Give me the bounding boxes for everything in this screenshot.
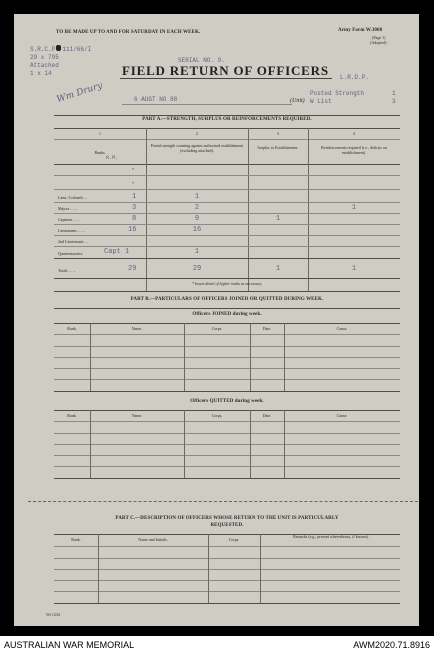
rank-label: Lieutenants ... ... — [58, 228, 85, 233]
quitted-col-cause: Cause. — [336, 413, 348, 418]
quitted-row-rule — [54, 433, 400, 434]
row-rule — [54, 224, 400, 225]
army-form-number: Army Form W.3008 — [338, 28, 383, 33]
totals-posted: 29 — [192, 265, 202, 273]
col-number-3: 3 — [277, 131, 279, 136]
rm-value: 3 — [132, 204, 137, 212]
part-c-row-rule — [54, 569, 400, 570]
part-a-heading: PART A.—STRENGTH, SURPLUS OR REINFORCEMENTS REQUIRED. — [142, 117, 312, 122]
w-list-label: W List — [310, 98, 332, 105]
joined-col-cause: Cause. — [336, 326, 348, 331]
header-rule — [54, 164, 400, 165]
joined-row-rule — [54, 346, 400, 347]
rm-value: Capt 1 — [104, 248, 130, 256]
header-ranks: Ranks. — [94, 150, 106, 155]
quitted-row-rule — [54, 466, 400, 467]
top-instruction: TO BE MADE UP TO AND FOR SATURDAY IN EACH WEEK. — [56, 30, 201, 35]
part-c-row-rule — [54, 591, 400, 592]
reference-line-4: 1 x 14 — [30, 70, 52, 77]
quitted-vline — [90, 410, 91, 478]
date-line — [122, 104, 292, 105]
posted-value: 9 — [194, 215, 200, 223]
archive-footer — [0, 636, 434, 653]
row-rule — [54, 246, 400, 247]
quitted-heading: Officers QUITTED during week. — [190, 399, 264, 404]
unit-code: L.R.D.P. — [340, 74, 369, 81]
part-c-col-remarks: Remarks (e.g., present whereabouts, if known). — [293, 534, 369, 539]
col-number-2: 2 — [196, 131, 198, 136]
quitted-col-corps: Corps. — [211, 413, 223, 418]
rank-label: * — [132, 167, 134, 172]
part-c-col-name: Name and Initials. — [138, 537, 168, 542]
col-number-1: 1 — [99, 131, 101, 136]
part-c-heading-line-2: REQUESTED. — [210, 523, 244, 528]
reference-line-2: 29 x 795 — [30, 54, 59, 61]
part-c-col-corps: Corps. — [228, 537, 240, 542]
part-c-vline — [260, 534, 261, 603]
unit-label: (Unit) — [290, 98, 305, 104]
posted-value: 1 — [194, 193, 200, 201]
header-surplus: Surplus to Establishment. — [257, 145, 299, 150]
totals-label: Totals ... ... — [58, 268, 76, 273]
print-code: Wt 1234 — [46, 612, 60, 617]
quitted-vline — [250, 410, 251, 478]
row-rule — [54, 258, 400, 259]
quitted-col-date: Date. — [262, 413, 272, 418]
quitted-col-name: Name. — [131, 413, 143, 418]
header-ranks-rm: R.M. — [106, 155, 119, 161]
part-b-heading: PART B.—PARTICULARS OF OFFICERS JOINED OR QUITTED DURING WEEK. — [130, 297, 324, 302]
joined-vline — [250, 323, 251, 391]
posted-strength-value: 1 — [392, 90, 396, 97]
quitted-row-rule — [54, 444, 400, 445]
part-a-bottom-rule — [54, 291, 400, 292]
footer-institution: AUSTRALIAN WAR MEMORIAL — [4, 640, 135, 650]
quitted-table-bottom — [54, 478, 400, 479]
quitted-row-rule — [54, 455, 400, 456]
totals-rule — [54, 278, 400, 279]
rm-value: 8 — [132, 215, 137, 223]
quitted-vline — [184, 410, 185, 478]
rank-label: Lieut.-Colonels ... — [58, 195, 87, 200]
col-number-rule — [54, 139, 400, 140]
joined-col-date: Date. — [262, 326, 272, 331]
row-rule — [54, 202, 400, 203]
rank-label: * — [132, 181, 134, 186]
reinforcements-value: 1 — [351, 204, 357, 212]
joined-vline — [284, 323, 285, 391]
rm-value: 16 — [128, 226, 137, 234]
rank-label: Captains ... ... — [58, 217, 80, 222]
quitted-col-rank: Rank. — [67, 413, 77, 418]
joined-vline — [184, 323, 185, 391]
rank-label: Majors ... ... — [58, 206, 78, 211]
part-c-vline — [208, 534, 209, 603]
joined-col-name: Name. — [131, 326, 143, 331]
row-rule — [54, 213, 400, 214]
part-c-table-bottom — [54, 603, 400, 604]
handwritten-signature: Wm Drury — [55, 80, 104, 106]
joined-table-top — [54, 323, 400, 324]
return-date: 6 AUGT NO 88 — [134, 96, 178, 103]
part-c-row-rule — [54, 558, 400, 559]
serial-number: SERIAL NO. 9. — [178, 57, 225, 64]
row-rule — [54, 189, 400, 190]
posted-value: 1 — [194, 248, 200, 256]
joined-heading: Officers JOINED during week. — [192, 312, 262, 317]
form-page — [14, 14, 419, 626]
form-title: FIELD RETURN OF OFFICERS — [122, 63, 329, 78]
col-number-4: 4 — [353, 131, 355, 136]
row-rule — [54, 235, 400, 236]
part-a-footnote: * Insert detail of higher ranks as necessary. — [192, 281, 262, 286]
joined-row-rule — [54, 379, 400, 380]
rank-label: Quartermasters — [58, 251, 83, 256]
part-c-vline — [98, 534, 99, 603]
posted-value: 16 — [192, 226, 202, 234]
row-rule — [54, 175, 400, 176]
footer-accession-number: AWM2020.71.8916 — [353, 640, 430, 650]
w-list-value: 3 — [392, 98, 396, 105]
joined-col-corps: Corps. — [211, 326, 223, 331]
part-a-table-top — [54, 128, 400, 129]
joined-header-rule — [54, 334, 400, 335]
joined-col-rank: Rank. — [67, 326, 77, 331]
quitted-table-top — [54, 410, 400, 411]
totals-surplus: 1 — [275, 265, 281, 273]
adopted-note: (Adopted) — [370, 40, 387, 45]
fold-line — [28, 501, 418, 502]
reference-line-1: S.R.C.P. 111/66/I — [30, 46, 92, 53]
part-b-rule — [54, 308, 400, 309]
rank-label: 2nd Lieutenants ... — [58, 239, 88, 244]
joined-row-rule — [54, 357, 400, 358]
part-c-header-rule — [54, 546, 400, 547]
totals-rm: 29 — [128, 265, 137, 273]
rm-value: 1 — [132, 193, 137, 201]
quitted-vline — [284, 410, 285, 478]
page-number: (Page 1) — [372, 35, 386, 40]
posted-value: 2 — [194, 204, 200, 212]
joined-row-rule — [54, 368, 400, 369]
quitted-header-rule — [54, 421, 400, 422]
totals-reinforcements: 1 — [351, 265, 357, 273]
part-a-rule-top — [54, 115, 400, 116]
joined-table-bottom — [54, 391, 400, 392]
title-underline — [120, 78, 332, 79]
surplus-value: 1 — [275, 215, 281, 223]
part-c-heading-line-1: PART C.—DESCRIPTION OF OFFICERS WHOSE RETURN TO THE UNIT IS PARTICULARLY — [115, 516, 339, 521]
posted-strength-label: Posted Strength — [310, 90, 365, 97]
header-reinforcements: Reinforcements required (i.e., deficits on establishment). — [321, 145, 387, 155]
part-c-row-rule — [54, 580, 400, 581]
header-posted-strength: Posted strength counting against authorised establishment (excluding attached). — [150, 143, 244, 153]
joined-vline — [90, 323, 91, 391]
reference-line-3: Attached — [30, 62, 59, 69]
part-c-col-rank: Rank. — [71, 537, 81, 542]
